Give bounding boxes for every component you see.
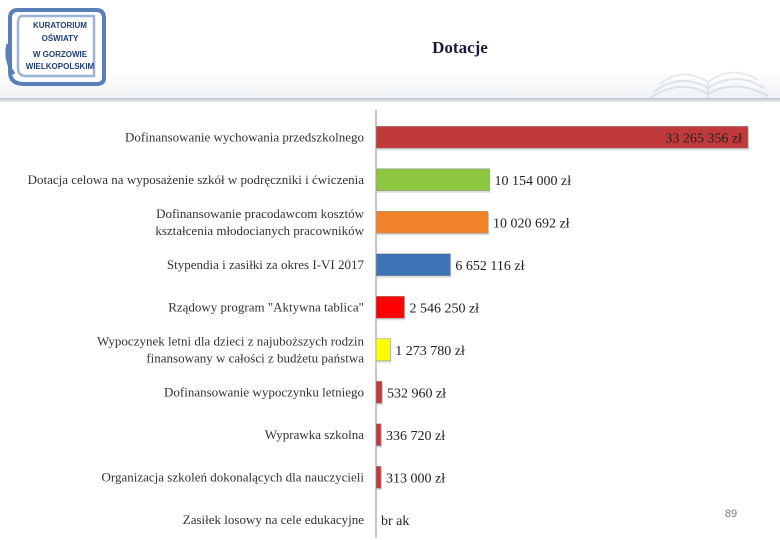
- value-label: br ak: [381, 513, 410, 529]
- category-label: Wypoczynek letni dla dzieci z najuboższych rodzin finansowany w całości z budżetu państwa: [96, 333, 364, 366]
- category-label: Organizacja szkoleń dokonalących dla nauczycieli: [101, 469, 364, 485]
- bar-chart: [0, 110, 780, 540]
- category-label: Zasiłek losowy na cele edukacyjne: [182, 511, 364, 527]
- value-label: 313 000 zł: [386, 471, 446, 487]
- bar: [376, 169, 490, 191]
- value-label: 2 546 250 zł: [409, 301, 480, 317]
- logo-text: WIELKOPOLSKIM: [25, 62, 95, 71]
- category-label: Rządowy program "Aktywna tablica": [168, 299, 364, 315]
- value-label: 10 020 692 zł: [493, 216, 570, 232]
- category-label: Dofinansowanie wypoczynku letniego: [163, 384, 364, 400]
- bar: [376, 466, 381, 488]
- value-label: 336 720 zł: [386, 428, 446, 444]
- page-number: 89: [724, 508, 738, 520]
- kuratorium-logo: [4, 4, 108, 88]
- value-label: 532 960 zł: [386, 386, 447, 402]
- category-label: Dotacja celowa na wyposażenie szkół w podręczniki i ćwiczenia: [27, 171, 364, 187]
- value-label: 6 652 116 zł: [455, 258, 525, 274]
- logo-text: KURATORIUM: [33, 21, 87, 30]
- bar: [376, 339, 390, 361]
- bar: [376, 296, 404, 318]
- value-label: 33 265 356 zł: [665, 131, 742, 147]
- bar: [376, 254, 450, 276]
- bar: [376, 381, 382, 403]
- chart-title: Dotacje: [432, 38, 488, 57]
- category-label: Wyprawka szkolna: [264, 426, 364, 442]
- category-label: Dofinansowanie pracodawcom kosztów kształcenia młodocianych pracowników: [155, 205, 364, 238]
- logo-text: W GORZOWIE: [32, 50, 88, 59]
- value-label: 10 154 000 zł: [494, 173, 572, 189]
- logo-text: OŚWIATY: [41, 34, 79, 43]
- category-label: Stypendia i zasiłki za okres I-VI 2017: [166, 256, 364, 272]
- value-label: 1 273 780 zł: [395, 343, 465, 359]
- category-label: Dofinansowanie wychowania przedszkolnego: [125, 129, 364, 145]
- bar: [376, 424, 381, 446]
- book-watermark-icon: [640, 58, 775, 103]
- bar: [376, 211, 488, 233]
